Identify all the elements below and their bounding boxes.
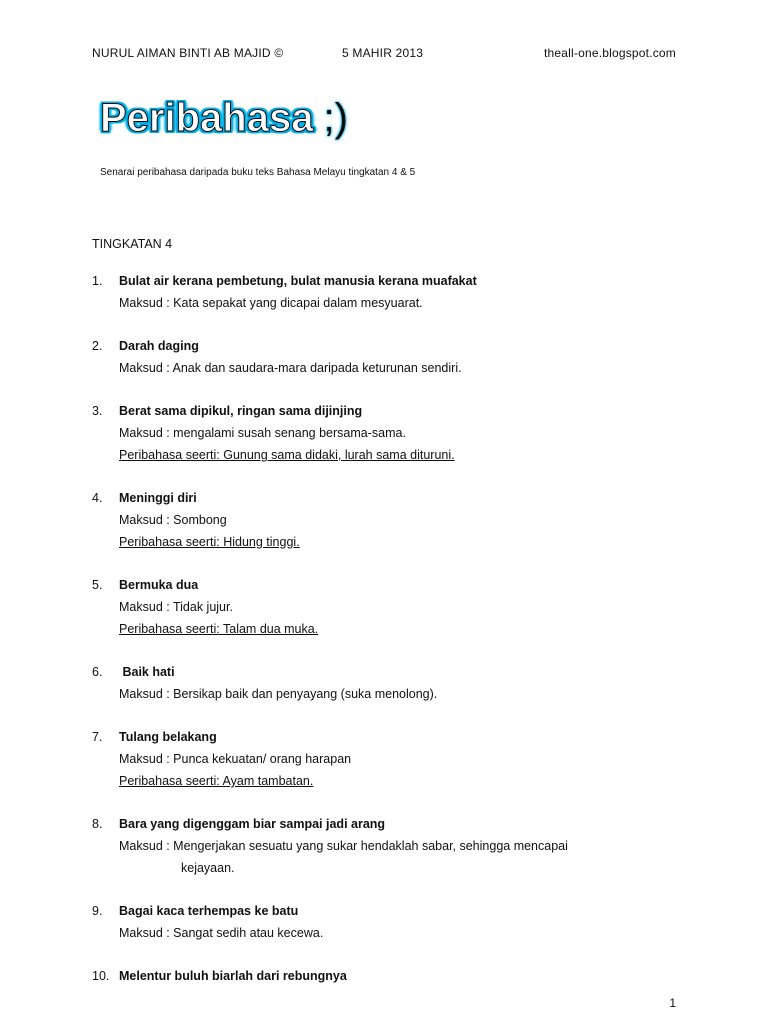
header-site: theall-one.blogspot.com	[543, 46, 676, 60]
proverb-meaning: Maksud : Punca kekuatan/ orang harapan	[119, 752, 352, 766]
proverb-number: 3.	[92, 404, 103, 418]
title-word: Peribahasa	[100, 96, 314, 140]
proverb-number: 8.	[92, 817, 103, 831]
proverb-item	[92, 574, 692, 640]
proverb-item	[92, 400, 692, 466]
proverb-meaning: Maksud : Mengerjakan sesuatu yang sukar hendaklah sabar, sehingga mencapai	[119, 839, 568, 853]
proverb-item	[92, 270, 692, 314]
proverb-number: 6.	[92, 665, 103, 679]
proverb-phrase: Bulat air kerana pembetung, bulat manusia kerana muafakat	[119, 274, 477, 288]
proverb-phrase: Baik hati	[119, 665, 175, 679]
proverb-meaning: Maksud : mengalami susah senang bersama-sama.	[119, 426, 406, 440]
header-date: 5 MAHIR 2013	[342, 46, 424, 60]
proverb-item	[92, 813, 692, 879]
proverb-number: 4.	[92, 491, 103, 505]
proverb-meaning: Maksud : Kata sepakat yang dicapai dalam mesyuarat.	[119, 296, 423, 310]
proverb-number: 5.	[92, 578, 103, 592]
proverb-synonym-line	[119, 531, 692, 553]
page-header	[92, 46, 676, 64]
proverb-synonym: Peribahasa seerti: Gunung sama didaki, lurah sama dituruni.	[119, 448, 455, 462]
proverb-item	[92, 335, 692, 379]
proverb-number: 10.	[92, 969, 110, 983]
proverb-item	[92, 900, 692, 944]
proverb-meaning: Maksud : Tidak jujur.	[119, 600, 233, 614]
proverb-phrase: Bagai kaca terhempas ke batu	[119, 904, 299, 918]
proverb-synonym: Peribahasa seerti: Talam dua muka.	[119, 622, 319, 636]
proverb-meaning: Maksud : Sombong	[119, 513, 227, 527]
proverb-number: 2.	[92, 339, 103, 353]
proverb-meaning-continued: kejayaan.	[181, 861, 235, 875]
proverb-item	[92, 661, 692, 705]
proverb-meaning: Maksud : Anak dan saudara-mara daripada keturunan sendiri.	[119, 361, 462, 375]
page-number: 1	[669, 996, 676, 1010]
proverb-number: 1.	[92, 274, 103, 288]
proverb-synonym: Peribahasa seerti: Ayam tambatan.	[119, 774, 314, 788]
proverb-phrase: Berat sama dipikul, ringan sama dijinjing	[119, 404, 363, 418]
proverb-number: 7.	[92, 730, 103, 744]
proverb-item	[92, 487, 692, 553]
proverb-meaning: Maksud : Sangat sedih atau kecewa.	[119, 926, 324, 940]
proverb-synonym: Peribahasa seerti: Hidung tinggi.	[119, 535, 300, 549]
proverb-phrase: Tulang belakang	[119, 730, 217, 744]
proverb-synonym-line	[119, 444, 692, 466]
proverb-phrase: Bara yang digenggam biar sampai jadi arang	[119, 817, 386, 831]
proverb-meaning: Maksud : Bersikap baik dan penyayang (suka menolong).	[119, 687, 438, 701]
proverb-phrase: Bermuka dua	[119, 578, 199, 592]
proverb-list	[92, 270, 692, 1008]
proverb-item	[92, 726, 692, 792]
page-title	[100, 98, 348, 138]
proverb-synonym-line	[119, 770, 692, 792]
proverb-phrase: Meninggi diri	[119, 491, 197, 505]
proverb-number: 9.	[92, 904, 103, 918]
proverb-item	[92, 965, 692, 987]
section-heading: TINGKATAN 4	[92, 237, 173, 251]
proverb-phrase: Melentur buluh biarlah dari rebungnya	[119, 969, 347, 983]
subtitle: Senarai peribahasa daripada buku teks Bahasa Melayu tingkatan 4 & 5	[100, 167, 416, 178]
proverb-synonym-line	[119, 618, 692, 640]
header-author: NURUL AIMAN BINTI AB MAJID ©	[92, 46, 284, 60]
title-emoticon: ;)	[323, 96, 348, 140]
proverb-phrase: Darah daging	[119, 339, 199, 353]
